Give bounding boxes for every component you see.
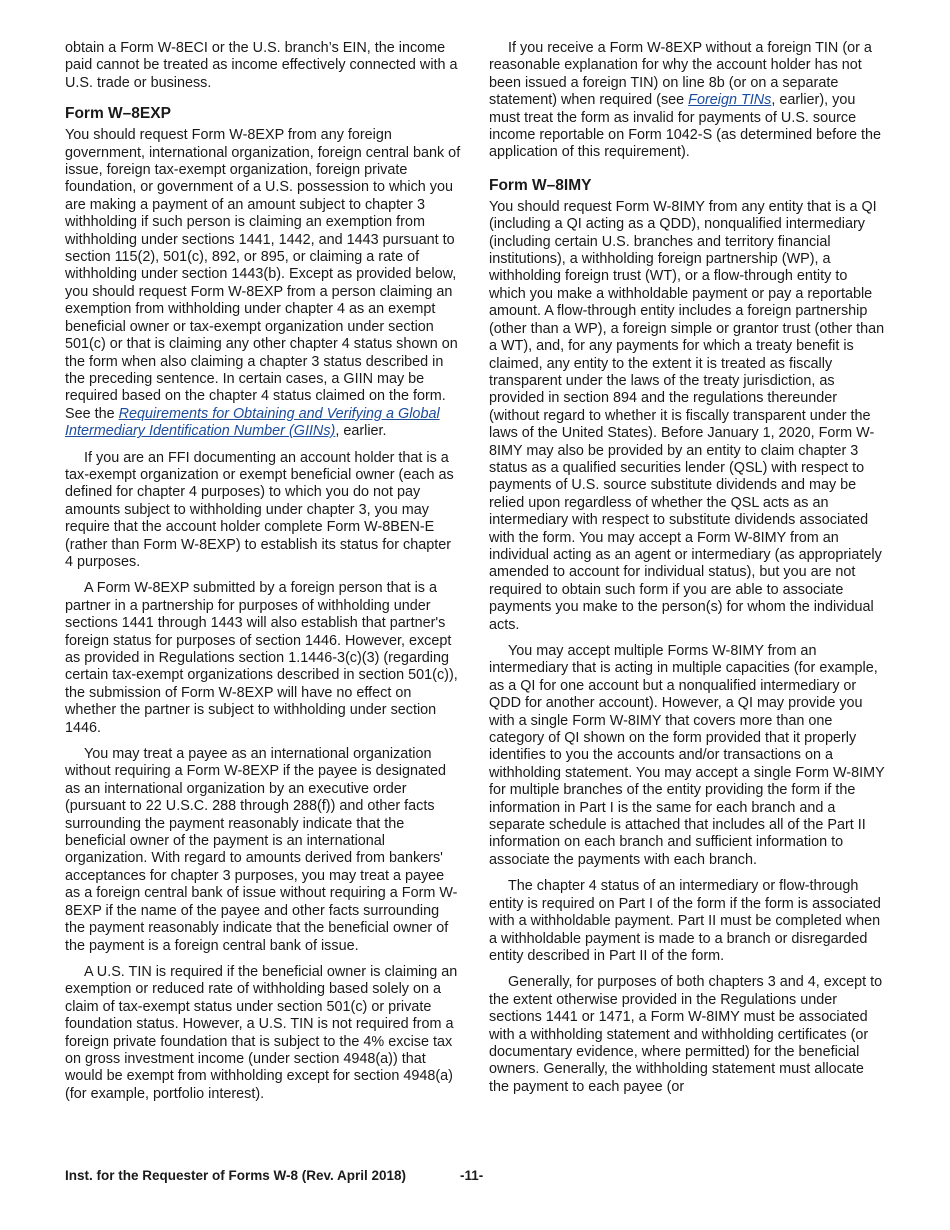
paragraph-withholding-statement: Generally, for purposes of both chapters 3 and 4, except to the extent otherwise provided in the Regulations under sections 1441 or 1471, a Form W-8IMY must be associated with a withholding statement and withholding certificates (or documentary evidence, where permitted) for the beneficial owners. Generally, the withholding statement must allocate the payment to each payee (or: [489, 974, 883, 1095]
paragraph-multiple-forms: You may accept multiple Forms W-8IMY from an intermediary that is acting in multiple capacities (for example, as a QI for one account but a nonqualified intermediary or QDD for another account). However, a QI may provide you with a single Form W-8IMY that covers more than one category of QI shown on the form provided that it properly identifies to you the accounts and/or transactions on a withholding statement. You may accept a single Form W-8IMY for multiple branches of the entity providing the form if the information in Part I is the same for each branch and a separate schedule is attached that includes all of the Part II information on each branch and sufficient information to associate the payments with each branch.: [489, 643, 885, 868]
paragraph-international-organization: You may treat a payee as an international organization without requiring a Form W-8EXP if the payee is designated as an international organization by an executive order (pursuant to 22 U.S.C. 288 through 288(f)) and other facts surrounding the payment reasonably indicate that the beneficial owner of the payment is an international organization. With regard to amounts derived from bankers' acceptances for chapter 3 purposes, you may treat a payee as a foreign central bank of issue without requiring a Form W-8EXP if the name of the payee and other facts surrounding the payment reasonably indicate that the beneficial owner of the payment is a foreign central bank of issue.: [65, 746, 458, 954]
paragraph-text-tail: , earlier.: [335, 423, 387, 440]
paragraph-w8imy-request: You should request Form W-8IMY from any entity that is a QI (including a QI acting as a QDD), nonqualified intermediary (including certain U.S. branches and territory financial institutions), a withholding foreign partnership (WP), a withholding foreign trust (WT), or a flow-through entity to which you make a withholdable payment or pay a reportable amount. A flow-through entity includes a foreign partnership (other than a WP), a foreign simple or grantor trust (other than a WT), and, for any payments for which a treaty benefit is claimed, any entity to the extent it is treated as fiscally transparent under the laws of the treaty jurisdiction, as provided in section 894 and the regulations thereunder (without regard to whether it is fiscally transparent under the laws of the United States). Before January 1, 2020, Form W-8IMY may also be provided by an entity to claim chapter 3 status as a qualified securities lender (QSL) with respect to payments of U.S. source substitute dividends and may be relied upon regardless of whether the QSL acts as an intermediary with respect to substitute dividends associated with the form. You may accept a Form W-8IMY from an individual acting as an agent or intermediary (as appropriately amended to account for individual status), but you are not required to obtain such form if you are able to associate payments you make to the person(s) for whom the individual acts.: [489, 198, 885, 633]
paragraph-text: You should request Form W-8EXP from any foreign government, international organization, foreign central bank of issue, foreign tax-exempt organization, foreign private foundation, or government of a U.S. possession to which you are making a payment of an amount subject to chapter 3 withholding if such person is claiming an exemption from withholding under sections 1441, 1442, and 1443 pursuant to section 115(2), 501(c), 892, or 895, or claiming a rate of withholding under section 1443(b). Except as provided below, you should request Form W-8EXP from a person claiming an exemption from withholding under chapter 4 as an exempt beneficial owner or tax-exempt organization under section 501(c) or that is claiming any other chapter 4 status shown on the form when also claiming a chapter 3 status described in the preceding sentence. In certain cases, a GIIN may be required based on the chapter 4 status claimed on the form. See the: [65, 127, 461, 422]
section-heading-w8imy: Form W–8IMY: [489, 176, 592, 194]
right-column: [489, 40, 887, 1105]
paragraph-w8exp-request: [65, 127, 463, 440]
paragraph-ffi-account-holder: If you are an FFI documenting an account holder that is a tax-exempt organization or exempt beneficial owner (each as defined for chapter 4 purposes) to which you do not pay amounts subject to withholding under chapter 3, you may require that the account holder complete Form W-8BEN-E (rather than Form W-8EXP) to establish its status for chapter 4 purposes.: [65, 449, 454, 570]
link-foreign-tins[interactable]: Foreign TINs: [688, 92, 772, 109]
left-column: [65, 40, 463, 1112]
page-number: -11-: [460, 1168, 484, 1183]
paragraph-text-tail: , earlier), you must treat the form as invalid for payments of U.S. source income reportable on Form 1042-S (as determined before the application of this requirement).: [489, 92, 881, 161]
section-heading-w8exp: Form W–8EXP: [65, 105, 171, 123]
link-giin-requirements[interactable]: Requirements for Obtaining and Verifying a Global Intermediary Identification Number (GIINs): [65, 405, 440, 440]
paragraph-foreign-tin: [489, 40, 887, 162]
paragraph-partnership-1446: A Form W-8EXP submitted by a foreign person that is a partner in a partnership for purposes of withholding under sections 1441 through 1443 will also establish that partner's foreign status for purposes of section 1446. However, except as provided in Regulations section 1.1446-3(c)(3) (regarding certain tax-exempt organizations described in section 501(c)), the submission of Form W-8EXP will have no effect on whether the partner is subject to withholding under section 1446.: [65, 580, 458, 736]
paragraph-us-tin-required: A U.S. TIN is required if the beneficial owner is claiming an exemption or reduced rate of withholding based solely on a claim of tax-exempt status under section 501(c) or private foundation status. However, a U.S. TIN is not required from a foreign private foundation that is subject to the 4% excise tax on gross investment income (under section 4948(a)) that would be exempt from withholding except for section 4948(a) (for example, portfolio interest).: [65, 963, 458, 1102]
footer-title: Inst. for the Requester of Forms W-8 (Rev. April 2018): [65, 1168, 407, 1183]
paragraph-text: If you receive a Form W-8EXP without a foreign TIN (or a reasonable explanation for why the account holder has not been issued a foreign TIN) on line 8b (or on a separate statement) when required (see: [489, 40, 872, 109]
paragraph-chapter4-status: The chapter 4 status of an intermediary or flow-through entity is required on Part I of the form if the form is associated with a withholdable payment. Part II must be completed when a withholdable payment is made to a branch or disregarded entity described in Part II of the form.: [489, 878, 881, 964]
paragraph-w8eci-continuation: obtain a Form W-8ECI or the U.S. branch’s EIN, the income paid cannot be treated as income effectively connected with a U.S. trade or business.: [65, 40, 458, 91]
